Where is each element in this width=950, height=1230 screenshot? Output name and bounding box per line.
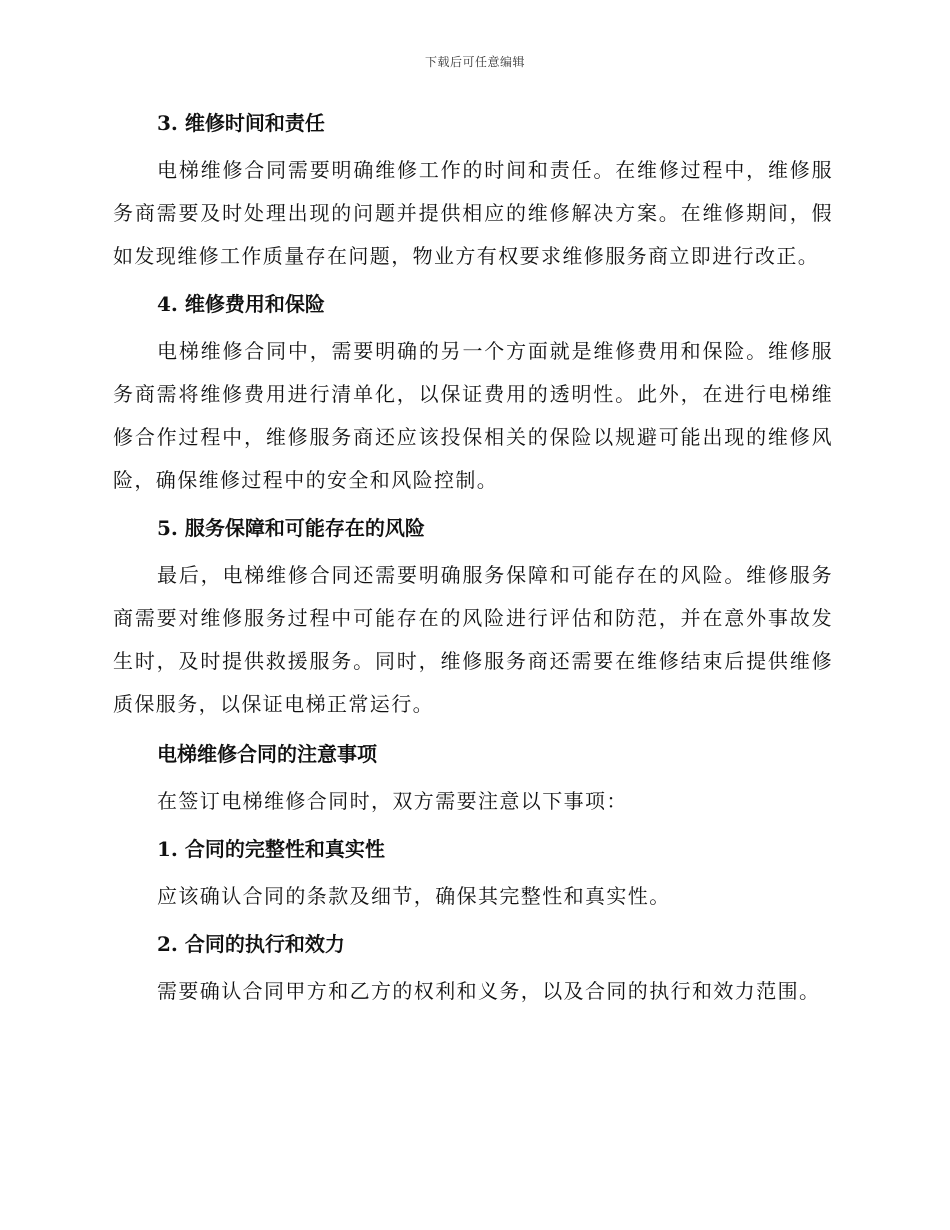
section-heading-contract-integrity: 1. 合同的完整性和真实性 [157,837,385,861]
section-heading-service-guarantee: 5. 服务保障和可能存在的风险 [157,516,425,540]
section-paragraph-contract-execution: 需要确认合同甲方和乙方的权利和义务，以及合同的执行和效力范围。 [157,979,821,1003]
section-paragraph-maintenance-cost: 电梯维修合同中，需要明确的另一个方面就是维修费用和保险。维修服务商需将维修费用进行清单化，以保证费用的透明性。此外，在进行电梯维修合作过程中，维修服务商还应该投保相关的保险以规避可能出现的维修风险，确保维修过程中的安全和风险控制。 [113,339,833,492]
section-heading-maintenance-cost: 4. 维修费用和保险 [157,292,325,316]
section-paragraph-service-guarantee: 最后，电梯维修合同还需要明确服务保障和可能存在的风险。维修服务商需要对维修服务过程中可能存在的风险进行评估和防范，并在意外事故发生时，及时提供救援服务。同时，维修服务商还需要在维修结束后提供维修质保服务，以保证电梯正常运行。 [113,563,833,716]
section-heading-contract-execution: 2. 合同的执行和效力 [157,932,345,956]
page-header-note: 下载后可任意编辑 [424,55,525,69]
document-body [113,108,833,1013]
section-paragraph-maintenance-time: 电梯维修合同需要明确维修工作的时间和责任。在维修过程中，维修服务商需要及时处理出现的问题并提供相应的维修解决方案。在维修期间，假如发现维修工作质量存在问题，物业方有权要求维修服务商立即进行改正。 [113,158,833,268]
section-heading-notes: 电梯维修合同的注意事项 [157,742,377,766]
section-paragraph-notes-intro: 在签订电梯维修合同时，双方需要注意以下事项： [157,789,628,813]
section-heading-maintenance-time: 3. 维修时间和责任 [157,111,325,135]
section-paragraph-contract-integrity: 应该确认合同的条款及细节，确保其完整性和真实性。 [157,884,671,908]
